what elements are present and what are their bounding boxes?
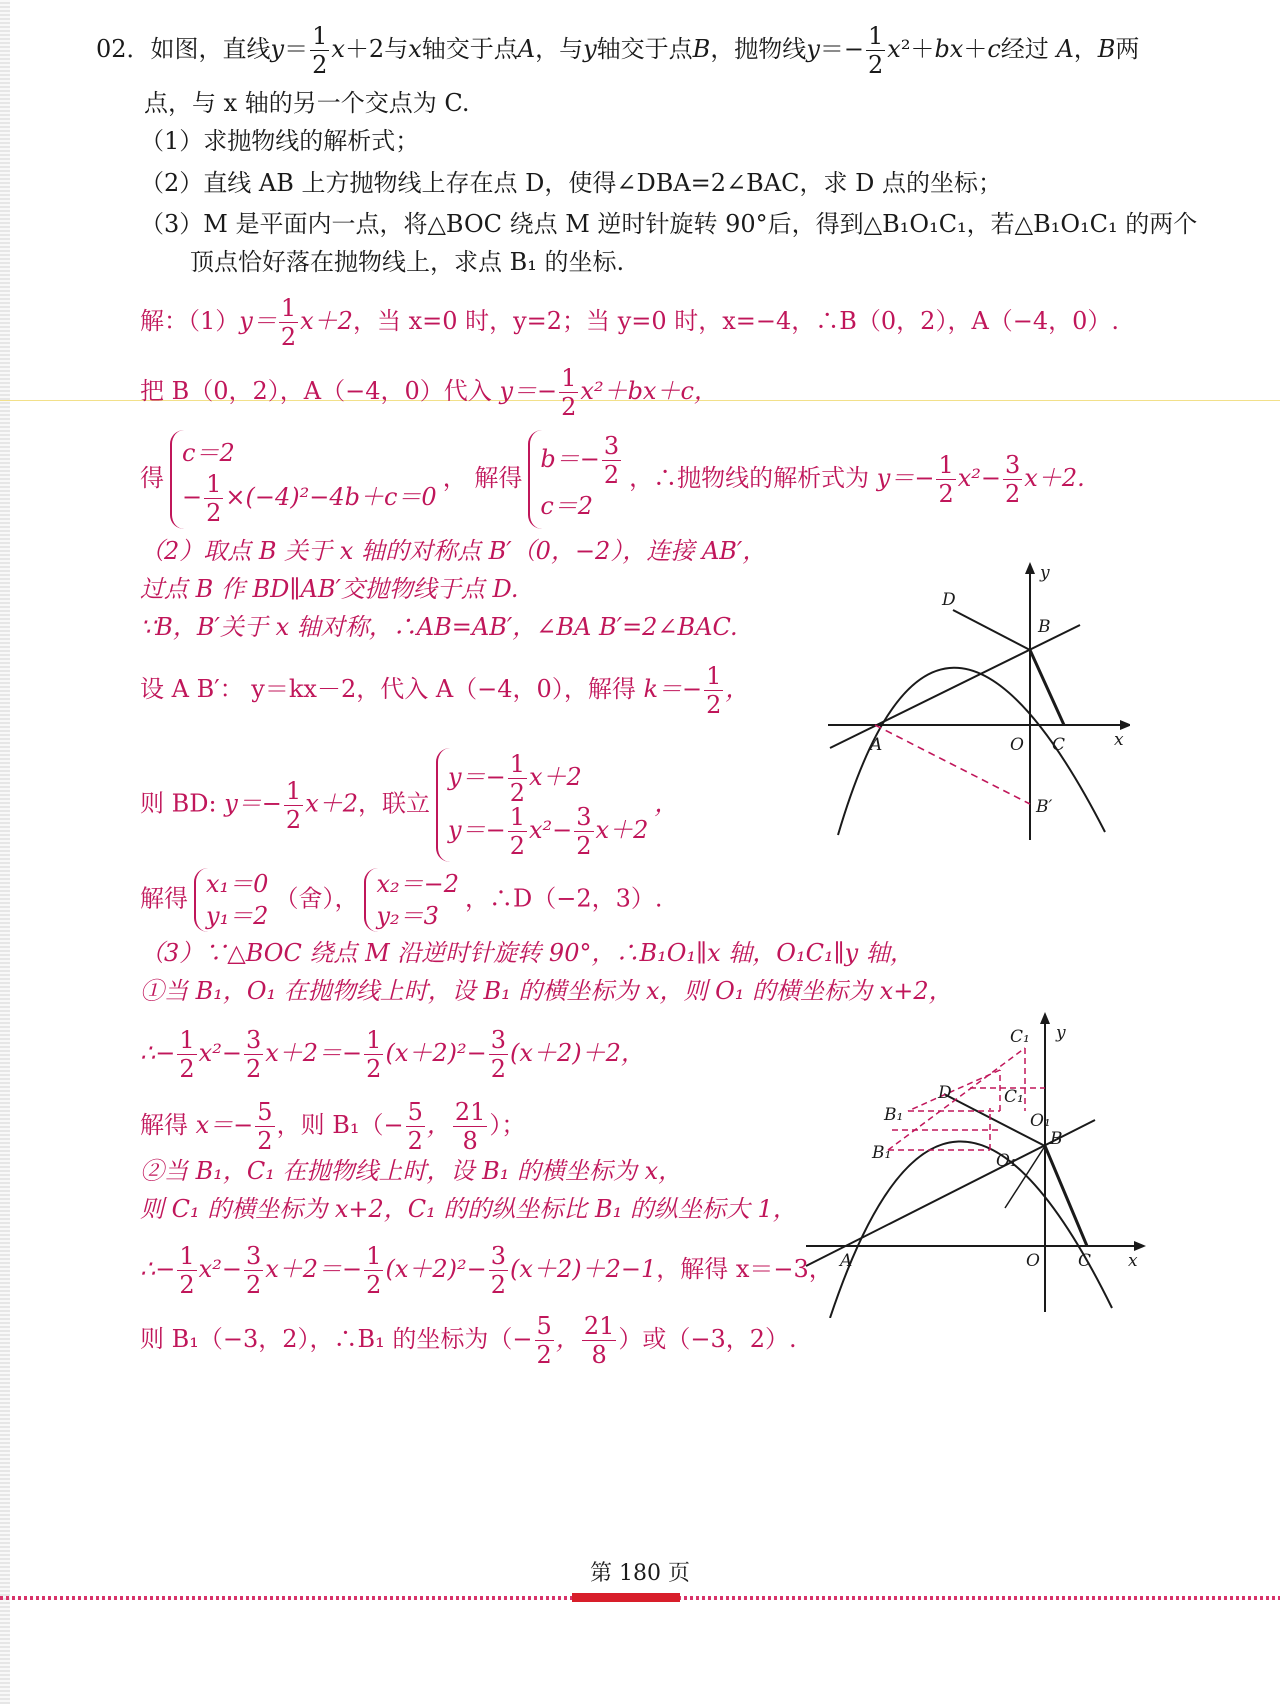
solution-3-line-2: ①当 B₁，O₁ 在抛物线上时，设 B₁ 的横坐标为 x，则 O₁ 的横坐标为 x+2， <box>140 977 953 1005</box>
label-x: x <box>1128 1251 1138 1271</box>
label-b1-lower: B₁ <box>872 1143 892 1163</box>
solution-2-result: 解得 x₁＝0 y₁＝2 （舍）， x₂＝−2 y₂＝3 ，∴D（−2，3）. <box>140 870 663 930</box>
solution-2-line-2: 过点 B 作 BD∥AB′交抛物线于点 D. <box>140 575 519 603</box>
solution-3-final: 则 B₁（−3，2），∴B₁ 的坐标为（− $\frac{5}{2}$ ， $\frac{21}{8}$ ）或（−3，2）. <box>140 1312 797 1369</box>
solution-3-line-1: （3）∵△BOC 绕点 M 沿逆时针旋转 90°，∴B₁O₁∥x 轴，O₁C₁∥y 轴， <box>140 939 914 967</box>
line-ab-prime <box>875 725 1030 804</box>
label-b: B <box>1050 1129 1063 1149</box>
label-y: y <box>1056 1023 1066 1043</box>
page-number: 第 180 页 <box>590 1561 690 1586</box>
label-o1-upper: O₁ <box>1030 1111 1051 1131</box>
solution-3-line-5: ②当 B₁，C₁ 在抛物线上时，设 B₁ 的横坐标为 x， <box>140 1157 683 1185</box>
label-b: B <box>1038 617 1051 637</box>
label-y: y <box>1040 563 1050 583</box>
question-3-line-1: （3）M 是平面内一点，将△BOC 绕点 M 逆时针旋转 90°后，得到△B₁O₁C₁，若△B₁O₁C₁ 的两个 <box>140 210 1198 238</box>
label-a: A <box>840 1251 853 1271</box>
label-c: C <box>1052 735 1066 755</box>
figure-1 <box>820 560 1130 850</box>
label-c: C <box>1078 1251 1092 1271</box>
label-b1-upper: B₁ <box>884 1105 904 1125</box>
label-o: O <box>1026 1251 1040 1271</box>
line-bd <box>953 610 1030 650</box>
label-d: D <box>942 590 956 610</box>
solution-3-line-6: 则 C₁ 的横坐标为 x+2，C₁ 的的纵坐标比 B₁ 的纵坐标大 1， <box>140 1195 797 1223</box>
solution-1-line-2: 把 B（0，2），A（−4，0）代入 y＝− $\frac{1}{2}$ x²＋bx＋c， <box>140 364 718 421</box>
label-c1-mid: C₁ <box>1004 1087 1024 1107</box>
solution-3-equation-1: ∴− $\frac{1}{2}$ x²− $\frac{3}{2}$ x＋2＝− $\frac{1}{2}$ (x＋2)²− $\frac{3}{2}$ (x＋2)＋2， <box>140 1026 645 1083</box>
label-d: D <box>938 1083 952 1103</box>
solution-1-system: 得 c＝2 − $\frac{1}{2}$ ×(−4)²−4b＋c＝0 ， 解得 b＝− $\frac{3}{2}$ c＝2 ，∴抛物线的解析式为 y＝− $\frac{1}{2}$ x²− $\frac{3}{2}$ x＋2. <box>140 432 1085 527</box>
problem-line-1: 02．如图，直线y＝ $\frac{1}{2}$ x＋2与x轴交于点A，与y轴交于点B，抛物线y＝− $\frac{1}{2}$ x²＋bx＋c经过 A，B两 <box>96 22 1140 79</box>
solution-1-line-1: 解：（1）y＝ $\frac{1}{2}$ x＋2，当 x=0 时，y=2；当 y=0 时，x=−4，∴B（0，2），A（−4，0）. <box>140 294 1120 351</box>
problem-number: 02． <box>96 35 151 63</box>
question-1: （1）求抛物线的解析式； <box>140 127 420 155</box>
solution-3-equation-2: ∴− $\frac{1}{2}$ x²− $\frac{3}{2}$ x＋2＝− $\frac{1}{2}$ (x＋2)²− $\frac{3}{2}$ (x＋2)＋2−1，解得 x＝−3， <box>140 1242 833 1299</box>
solution-3-result-1: 解得 x＝− $\frac{5}{2}$ ，则 B₁（− $\frac{5}{2}$ ， $\frac{21}{8}$ ）； <box>140 1098 526 1155</box>
figure-2 <box>800 1008 1150 1318</box>
x-axis-arrow-icon <box>1120 720 1130 730</box>
solution-2-line-4: 设 A B′： y＝kx－2，代入 A（−4，0），解得 k＝− $\frac{1}{2}$ ， <box>140 662 750 719</box>
label-o: O <box>1010 735 1024 755</box>
footer-page-marker <box>572 1593 680 1602</box>
segment-bc <box>1030 650 1064 725</box>
solution-2-line-3: ∵B，B′关于 x 轴对称，∴AB=AB′，∠BA B′=2∠BAC. <box>140 613 738 641</box>
segment-bc <box>1045 1146 1087 1246</box>
label-b-prime: B′ <box>1036 797 1053 817</box>
label-o1-lower: O₁ <box>996 1151 1017 1171</box>
label-c1-top: C₁ <box>1010 1027 1030 1047</box>
solution-2-system: 则 BD: y＝− $\frac{1}{2}$ x＋2，联立 y＝− $\frac{1}{2}$ x＋2 y＝− $\frac{1}{2}$ x²− $\frac{3}{2}$ x＋2 ， <box>140 750 679 860</box>
solution-2-line-1: （2）取点 B 关于 x 轴的对称点 B′（0，−2），连接 AB′， <box>140 537 767 565</box>
problem-line-2: 点，与 x 轴的另一个交点为 C. <box>144 89 470 117</box>
question-3-line-2: 顶点恰好落在抛物线上，求点 B₁ 的坐标. <box>190 248 625 276</box>
parabola <box>830 1141 1112 1318</box>
question-2: （2）直线 AB 上方抛物线上存在点 D，使得∠DBA=2∠BAC，求 D 点的坐标； <box>140 169 1003 197</box>
y-axis-arrow-icon <box>1040 1012 1050 1024</box>
label-x: x <box>1114 730 1124 750</box>
y-axis-arrow-icon <box>1025 562 1035 574</box>
x-axis-arrow-icon <box>1134 1241 1146 1251</box>
label-a: A <box>870 735 883 755</box>
page-edge <box>0 0 10 1704</box>
